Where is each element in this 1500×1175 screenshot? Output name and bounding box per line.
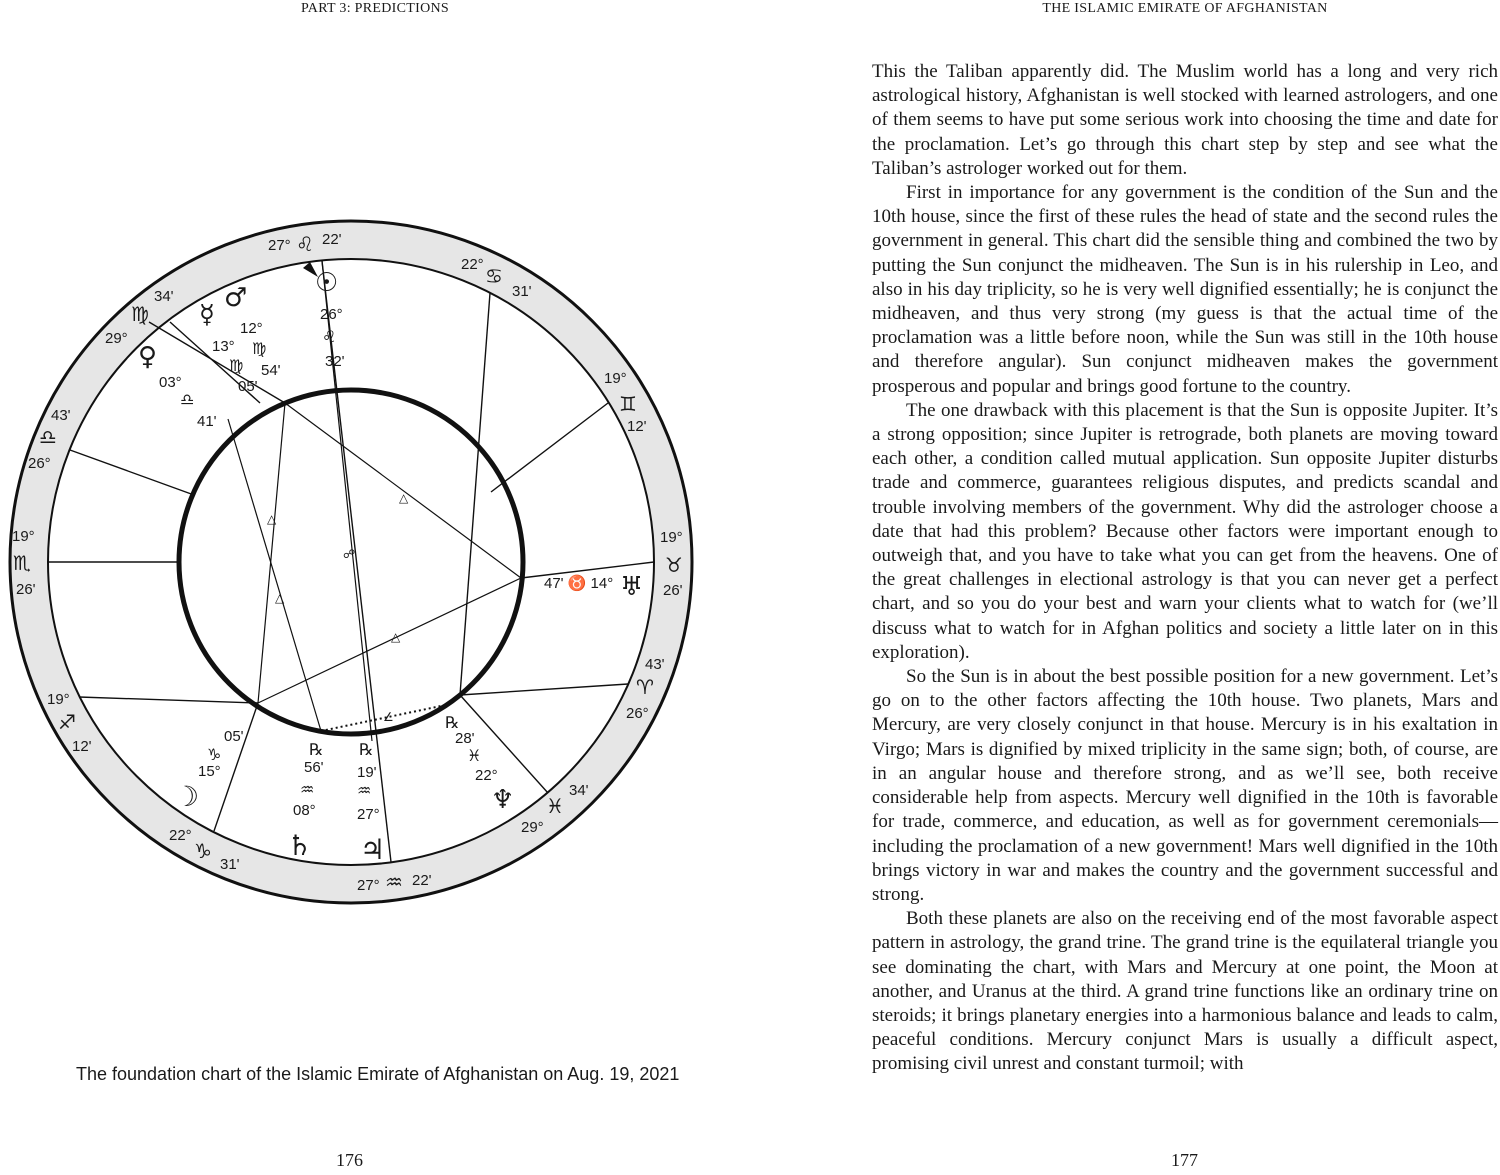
svg-text:♌: ♌ [322, 327, 337, 346]
svg-text:22°: 22° [461, 256, 484, 273]
paragraph: The one drawback with this placement is that the Sun is opposite Jupiter. It’s a strong opposition; since Jupiter is retrograde, both planets are moving toward each other, a condition called mutual application. Sun opposite Jupiter disturbs trade and commerce, guarantees religious disputes, and predicts scandal and trouble involving members of the government. Why did the astrologer choose a date that had this problem? Because other factors were important enough to outweigh that, and you have to take what you can get from the heavens. One of the great challenges in electional astrology is that you can never get a perfect chart, and so you do your best and warn your clients what to watch for (we’ll discuss what to watch for in Afghan politics and society a little later on in this exploration). [872, 399, 1498, 663]
svg-text:19': 19' [357, 764, 377, 781]
svg-text:41': 41' [197, 413, 217, 430]
paragraph: First in importance for any government is the condition of the Sun and the 10th house, since the first of these rules the head of state and the second rules the government in general. This chart did the sensible thing and combined the two by putting the Sun conjunct the midheaven. The Sun is in his rulership in Leo, and also in his day triplicity, so he is very well dignified essentially; he is conjunct the midheaven, and thus very strong (my guess is that the actual time of the proclamation was a little before noon, while the Sun was still in the 10th house and therefore angular). Sun conjunct midheaven makes the government prosperous and popular and brings good fortune to the country. [872, 182, 1498, 397]
svg-text:19°: 19° [12, 528, 35, 545]
trine-glyph: △ [399, 491, 409, 505]
semisquare-glyph: ∠ [383, 710, 394, 724]
svg-text:26°: 26° [28, 455, 51, 472]
svg-text:12': 12' [72, 738, 92, 755]
svg-text:47' ♉ 14°: 47' ♉ 14° [544, 575, 614, 592]
neptune-icon: ♆ [491, 785, 515, 815]
natal-chart-wheel [0, 215, 700, 915]
svg-text:34': 34' [154, 288, 174, 305]
svg-text:08°: 08° [293, 802, 316, 819]
svg-text:31': 31' [512, 283, 532, 300]
svg-text:♌: ♌ [296, 232, 314, 256]
chart-caption: The foundation chart of the Islamic Emirate of Afghanistan on Aug. 19, 2021 [76, 1064, 680, 1084]
svg-text:℞: ℞ [359, 740, 374, 759]
svg-text:29°: 29° [521, 819, 544, 836]
svg-text:19°: 19° [47, 691, 70, 708]
paragraph: Both these planets are also on the receiving end of the most favorable aspect pattern in astrology, the grand trine. The grand trine is the equilateral triangle you see dominating the chart, with Mars and Mercury at one point, the Moon at another, and Uranus at the third. A grand trine functions like an ordinary trine on steroids; it brings planetary energies into a harmonious balance and leads to calm, peaceful conditions. Mercury conjunct Mars is usually a difficult aspect, promising civil unrest and constant turmoil; with [872, 908, 1498, 1075]
svg-text:♍: ♍ [229, 356, 244, 375]
svg-text:♍: ♍ [131, 302, 149, 326]
svg-text:♍: ♍ [252, 339, 267, 358]
paragraph: So the Sun is in about the best possible position for a new government. Let’s go on to the other factors affecting the 10th house. Two planets, Mars and Mercury, are very closely conjunct in that house. Mercury is in his exaltation in Virgo; Mars is dignified by mixed triplicity in the same sign; both, of course, are in an angular house and therefore strong, and as we’ll see, both receive considerable help from aspects. Mercury well dignified in the 10th is favorable for trade, commerce, and education, as well as for government ceremonials—including the proclamation of a new government! Mars well dignified in the 10th brings victory in war and makes the country and the government successful and strong. [872, 666, 1498, 905]
svg-text:43': 43' [645, 656, 665, 673]
svg-text:12°: 12° [240, 320, 263, 337]
body-text [872, 60, 1498, 1077]
svg-text:℞: ℞ [445, 713, 460, 732]
uranus-icon: ♅ [620, 572, 644, 602]
opposition-glyph: ☍ [343, 547, 356, 561]
svg-text:♎: ♎ [180, 390, 195, 409]
svg-text:43': 43' [51, 407, 71, 424]
svg-text:♓: ♓ [546, 794, 564, 818]
moon-icon: ☽ [174, 780, 200, 813]
page-number-left: 176 [336, 1150, 363, 1170]
svg-text:♋: ♋ [485, 264, 503, 288]
svg-text:26°: 26° [320, 306, 343, 323]
svg-text:34': 34' [569, 782, 589, 799]
svg-text:♏: ♏ [13, 551, 31, 575]
svg-text:22': 22' [322, 231, 342, 248]
running-header-right: THE ISLAMIC EMIRATE OF AFGHANISTAN [1042, 1, 1328, 16]
trine-glyph: △ [275, 591, 285, 605]
svg-text:27°: 27° [268, 237, 291, 254]
saturn-icon: ♄ [287, 829, 313, 862]
svg-text:05': 05' [224, 728, 244, 745]
svg-text:27°: 27° [357, 877, 380, 894]
page-number-right: 177 [1171, 1150, 1198, 1170]
svg-text:22°: 22° [169, 827, 192, 844]
svg-text:22': 22' [412, 872, 432, 889]
svg-text:♒: ♒ [357, 781, 372, 800]
svg-text:28': 28' [455, 730, 475, 747]
svg-text:♒: ♒ [385, 870, 403, 894]
svg-text:♒: ♒ [300, 780, 315, 799]
svg-text:27°: 27° [357, 806, 380, 823]
svg-text:22°: 22° [475, 767, 498, 784]
svg-text:♈: ♈ [636, 675, 654, 699]
paragraph: This the Taliban apparently did. The Muslim world has a long and very rich astrological history, Afghanistan is well stocked with learned astrologers, and one of them seems to have put some serious work into choosing the time and date for the proclamation. Let’s go through this chart step by step and see what the Taliban’s astrologer worked out for them. [872, 61, 1498, 179]
svg-text:13°: 13° [212, 338, 235, 355]
svg-text:56': 56' [304, 759, 324, 776]
svg-text:♊: ♊ [619, 392, 637, 416]
venus-icon: ♀ [138, 342, 158, 372]
trine-glyph: △ [267, 512, 277, 526]
svg-text:12': 12' [627, 418, 647, 435]
svg-text:32': 32' [325, 353, 345, 370]
svg-text:15°: 15° [198, 763, 221, 780]
svg-text:31': 31' [220, 856, 240, 873]
svg-text:26°: 26° [626, 705, 649, 722]
mars-icon: ♂ [224, 283, 248, 313]
svg-text:05': 05' [238, 378, 258, 395]
mercury-icon: ☿ [199, 300, 215, 330]
svg-text:♐: ♐ [58, 710, 76, 734]
svg-text:03°: 03° [159, 374, 182, 391]
svg-text:℞: ℞ [309, 740, 324, 759]
svg-text:♑: ♑ [194, 839, 212, 863]
svg-text:♓: ♓ [467, 746, 482, 765]
svg-text:19°: 19° [604, 370, 627, 387]
svg-text:♉: ♉ [665, 553, 683, 577]
jupiter-icon: ♃ [360, 833, 386, 866]
svg-text:19°: 19° [660, 529, 683, 546]
running-header-left: PART 3: PREDICTIONS [300, 1, 449, 16]
svg-text:26': 26' [16, 581, 36, 598]
trine-glyph: △ [391, 630, 401, 644]
svg-text:26': 26' [663, 582, 683, 599]
svg-text:♑: ♑ [207, 745, 222, 764]
svg-text:54': 54' [261, 362, 281, 379]
sun-icon: ☉ [315, 268, 339, 298]
svg-text:29°: 29° [105, 330, 128, 347]
svg-text:♎: ♎ [39, 425, 57, 449]
